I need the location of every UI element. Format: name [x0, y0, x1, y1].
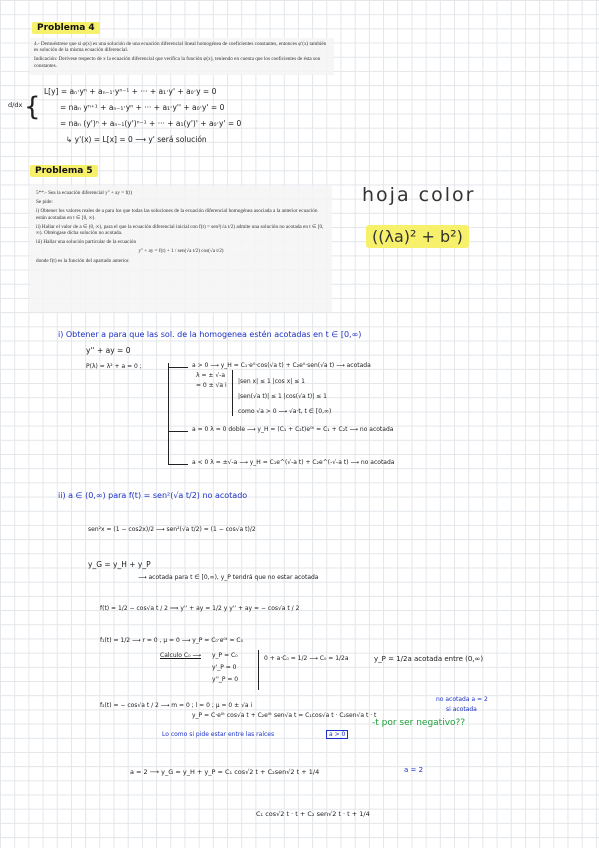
case-a-negative: a < 0 λ = ±√-a ⟶ y_H = C₁e^(√-a t) + C₂e^(-√-a t) ⟶ no acotada	[192, 459, 395, 466]
derivative-operator: d/dx	[8, 101, 23, 109]
case1-sub-bracket	[232, 370, 233, 416]
yp-c0: y_P = C₀	[212, 652, 238, 659]
case-a-positive: a > 0 ⟶ y_H = C₁·e⁰·cos(√a t) + C₂e⁰·sen(√a t) ⟶ acotada	[192, 362, 371, 369]
acotada-remark: ⟶ acotada para t ∈ [0,∞), y_P tendrá que no estar acotada	[138, 574, 319, 581]
problema-5-statement-block	[30, 186, 332, 312]
si-acotada-note: si acotada	[446, 706, 477, 713]
f2-case: f₂(t) = − cos√a t / 2 ⟶ m = 0 ; l = 0 ; μ = 0 ± √a i	[100, 702, 253, 709]
p4-line-2: = naₙ yⁿ⁺¹ + aₙ₋₁·yⁿ + ··· + a₁·y'' + a₀·y' = 0	[60, 103, 225, 112]
p4-line-3: = naₙ (y')ⁿ + aₙ₋₁(y')ⁿ⁻¹ + ··· + a₁(y')' + a₀·y' = 0	[60, 119, 242, 128]
part-i-title: i) Obtener a para que las sol. de la homogenea estén acotadas en t ∈ [0,∞)	[58, 330, 362, 339]
case-a-positive-roots-2: = 0 ± √a i	[196, 382, 227, 389]
general-solution-split: y_G = y_H + y_P	[88, 560, 151, 569]
left-brace: {	[24, 92, 41, 122]
problema-4-hint: Indicación: Derívese respecto de x la ecuación diferencial que verifica la función φ(x), teniendo en cuenta que los coeficientes de ésta son constantes.	[34, 56, 321, 69]
yp-second: y''_P = 0	[212, 676, 239, 683]
case2-branch	[168, 431, 188, 432]
final-solution-with-t: C₁ cos√2 t · t + C₂ sen√2 t · t + 1/4	[256, 810, 370, 818]
problema-5-heading: Problema 5	[30, 165, 98, 177]
raices-note: Lo como si pide estar entre las raíces	[162, 731, 275, 738]
p4-line-1: L[y] = aₙ·yⁿ + aₙ₋₁·yⁿ⁻¹ + ··· + a₁·y' + a₀·y = 0	[44, 87, 217, 96]
part-i-polynomial: P(λ) = λ² + a = 0 ;	[86, 363, 142, 370]
f-split: f(t) = 1/2 − cos√a t / 2 ⟹ y'' + ay = 1/2 y y'' + ay = − cos√a t / 2	[100, 605, 300, 612]
problema-5-statement: 5**.- Sea la ecuación diferencial y'' + ay = f(t)	[36, 190, 133, 196]
p4-line-4: ↳ y'(x) = L[x] = 0 ⟶ y' será solución	[66, 135, 207, 144]
problema-4-heading: Problema 4	[32, 22, 100, 34]
green-question-note: -t por ser negativo??	[372, 718, 466, 728]
case3-branch	[168, 464, 188, 465]
a-equals-2-note: a = 2	[404, 766, 424, 774]
bound-3: como √a > 0 ⟶ √a·t, t ∈ [0,∞)	[238, 408, 332, 415]
bound-2: |sen(√a t)| ≤ 1 |cos(√a t)| ≤ 1	[238, 393, 327, 400]
calculo-c0: Calculo C₀ ⟶	[160, 652, 201, 659]
problema-5-item-ii: ii) Hallar el valor de a ∈ (0, ∞), para el que la ecuación diferencial inicial con f(t) = sen²(√a t/2) admite una solución no acotada en t ∈ [0, ∞). Obténgase dicha solución no acotada.	[36, 223, 324, 237]
note-formula: ((λa)² + b²)	[366, 225, 469, 248]
cases-bracket	[168, 363, 169, 464]
final-general-solution: a = 2 ⟶ y_G = y_H + y_P = C₁ cos√2 t + C₂sen√2 t + 1/4	[130, 768, 320, 776]
case-a-positive-roots: λ = ± √-a	[196, 372, 225, 379]
yp-prime: y'_P = 0	[212, 664, 237, 671]
no-acotada-note: no acotada a = 2	[436, 696, 488, 703]
part-i-equation: y'' + ay = 0	[86, 346, 131, 355]
c0-bracket	[258, 650, 259, 690]
problema-5-equation: y'' + ay = f(t) + 1 / sen(√a t/2) cos(√a t/2)	[138, 248, 224, 255]
yp-constant-result: y_P = 1/2a acotada entre (0,∞)	[374, 655, 484, 663]
f1-case: f₁(t) = 1/2 ⟶ r = 0 , μ = 0 ⟶ y_P = C₀·e⁰ᵗ = C₀	[100, 637, 244, 644]
problema-5-item-iii: iii) Hallar una solución particular de la ecuación	[36, 239, 137, 246]
note-hoja-color: hoja color	[362, 184, 476, 206]
a-positive-boxed: a > 0	[326, 730, 348, 739]
yp-f2: y_P = C·e⁰ᵗ cos√a t + C₂e⁰ᵗ sen√a t = C₁cos√a t · C₂sen√a t · t	[192, 712, 377, 719]
problema-5-item-i: i) Obtener los valores reales de a para los que todas las soluciones de la ecuación diferencial homogénea asociada a la anterior ecuación están acotadas en t ∈ [0, ∞).	[36, 208, 318, 221]
case1-branch	[168, 367, 188, 368]
problema-5-asks: Se pide:	[36, 199, 53, 206]
problema-4-statement: 4.- Demuéstrese que si φ(x) es una solución de una ecuación diferencial lineal homogénea de coeficientes constantes, entonces φ'(x) también es solución de la misma ecuación diferencial.	[34, 41, 327, 54]
bound-1: |sen x| ≤ 1 |cos x| ≤ 1	[238, 378, 305, 385]
part-ii-title: ii) a ∈ (0,∞) para f(t) = sen²(√a t/2) no acotado	[58, 491, 248, 500]
problema-5-donde: donde f(t) es la función del apartado anterior.	[36, 257, 130, 264]
trig-identity: sen²x = (1 − cos2x)/2 ⟶ sen²(√a t/2) = (1 − cos√a t)/2	[88, 526, 256, 533]
case-a-zero: a = 0 λ = 0 doble ⟶ y_H = (C₁ + C₂t)e⁰ᵗ = C₁ + C₂t ⟶ no acotada	[192, 426, 394, 433]
problema-4-statement-block	[30, 38, 334, 75]
c0-substitution: 0 + a·C₀ = 1/2 ⟶ C₀ = 1/2a	[264, 655, 349, 662]
